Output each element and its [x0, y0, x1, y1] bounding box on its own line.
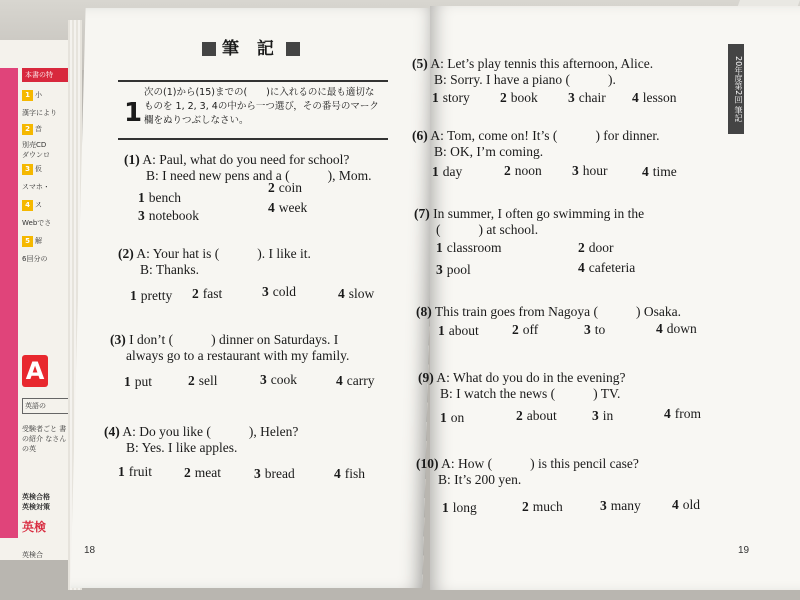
pamphlet-text: スマホ・ [22, 183, 50, 191]
pamphlet-step: 3 仮 [22, 164, 70, 175]
option[interactable]: 1 fruit [118, 464, 152, 479]
question-5: (5) A: Let’s play tennis this afternoon, Alice. B: Sorry. I have a piano ( ). [412, 56, 654, 87]
option[interactable]: 4 old [672, 497, 701, 512]
option[interactable]: 4 time [642, 164, 677, 179]
pamphlet-text: 別売CD [22, 141, 47, 149]
option[interactable]: 2 book [500, 90, 538, 105]
instruction-number: 1 [124, 98, 143, 128]
question-7: (7) In summer, I often go swimming in the ( ) at school. [414, 206, 645, 237]
question-3: (3) I don’t ( ) dinner on Saturdays. I always go to a restaurant with my family. [110, 332, 350, 363]
option[interactable]: 3 pool [436, 262, 471, 277]
question-4: (4) A: Do you like ( ), Helen? B: Yes. I like apples. [104, 424, 299, 455]
pamphlet-step: 5 解 [22, 236, 70, 247]
option[interactable]: 1 put [124, 374, 153, 389]
pamphlet-text: 漢字により [22, 109, 57, 117]
option[interactable]: 1 pretty [130, 288, 173, 303]
option[interactable]: 1 day [432, 164, 463, 179]
page-number-right: 19 [738, 545, 750, 556]
option[interactable]: 1 on [440, 410, 465, 425]
option[interactable]: 4 carry [336, 373, 375, 388]
option[interactable]: 4 down [656, 321, 697, 336]
option[interactable]: 4 from [664, 406, 701, 421]
option[interactable]: 1 classroom [436, 240, 502, 255]
heading-square-icon [202, 42, 216, 56]
question-6: (6) A: Tom, come on! It’s ( ) for dinner. B: OK, I’m coming. [412, 128, 660, 159]
option[interactable]: 2 off [512, 322, 539, 337]
option[interactable]: 3 hour [572, 163, 608, 178]
option[interactable]: 2 fast [192, 286, 223, 301]
pamphlet-step: 1 小 [22, 90, 70, 101]
pamphlet-text: Webでさ [22, 219, 52, 227]
option[interactable]: 3 chair [568, 90, 606, 105]
question-2: (2) A: Your hat is ( ). I like it. B: Thanks. [118, 246, 311, 277]
pamphlet-notes: 受験者ごと 書の紹介 なさんの英 [22, 425, 67, 453]
instruction-text: 次の(1)から(15)までの( )に入れるのに最も適切なものを 1, 2, 3, 4の中から一つ選び，その番号のマーク欄をぬりつぶしなさい。 [144, 87, 379, 126]
option[interactable]: 2 sell [188, 373, 218, 388]
question-10: (10) A: How ( ) is this pencil case? B: It’s 200 yen. [416, 456, 639, 487]
pamphlet-eiken-line: 英検合格 [22, 493, 50, 501]
option[interactable]: 2 coin [268, 180, 302, 195]
option[interactable]: 3 many [600, 498, 641, 513]
option[interactable]: 4 week [268, 200, 308, 215]
option[interactable]: 4 lesson [632, 90, 677, 105]
option[interactable]: 1 story [432, 90, 470, 105]
pamphlet-text: 6回分の [22, 255, 48, 263]
option[interactable]: 3 cold [262, 284, 296, 299]
option[interactable]: 1 bench [138, 190, 181, 205]
question-8: (8) This train goes from Nagoya ( ) Osaka. [416, 304, 681, 319]
question-1: (1) A: Paul, what do you need for school? B: I need new pens and a ( ), Mom. [124, 152, 372, 183]
pamphlet-text: ダウンロ [22, 151, 50, 159]
option[interactable]: 2 door [578, 240, 614, 255]
option[interactable]: 3 in [592, 408, 614, 423]
option[interactable]: 3 cook [260, 372, 297, 387]
pamphlet-bottom: 英検合 [22, 551, 43, 559]
option[interactable]: 4 cafeteria [578, 260, 636, 275]
option[interactable]: 1 about [438, 323, 479, 338]
option[interactable]: 3 bread [254, 466, 295, 481]
logo-a-icon: A [22, 355, 48, 387]
pamphlet-step: 4 ス [22, 200, 70, 211]
option[interactable]: 2 much [522, 499, 563, 514]
section-tab: 20年度第2回 筆記 [728, 44, 744, 134]
pamphlet-step: 2 音 [22, 124, 70, 135]
heading-square-icon [286, 42, 300, 56]
option[interactable]: 2 about [516, 408, 557, 423]
question-9: (9) A: What do you do in the evening? B: I watch the news ( ) TV. [418, 370, 626, 401]
option[interactable]: 2 noon [504, 163, 542, 178]
pamphlet-header: 本書の特 [22, 68, 70, 82]
section-heading: 筆 記 [196, 34, 306, 59]
pamphlet-box: 英語の [22, 398, 74, 414]
option[interactable]: 3 to [584, 322, 606, 337]
option[interactable]: 3 notebook [138, 208, 199, 223]
page-number-left: 18 [84, 545, 96, 556]
eiken-logo: 英検 [22, 520, 47, 534]
option[interactable]: 4 slow [338, 286, 375, 301]
option[interactable]: 1 long [442, 500, 477, 515]
pamphlet-eiken-line: 英検対策 [22, 503, 50, 511]
pamphlet-pink-bar [0, 68, 18, 538]
option[interactable]: 2 meat [184, 465, 221, 480]
option[interactable]: 4 fish [334, 466, 365, 481]
